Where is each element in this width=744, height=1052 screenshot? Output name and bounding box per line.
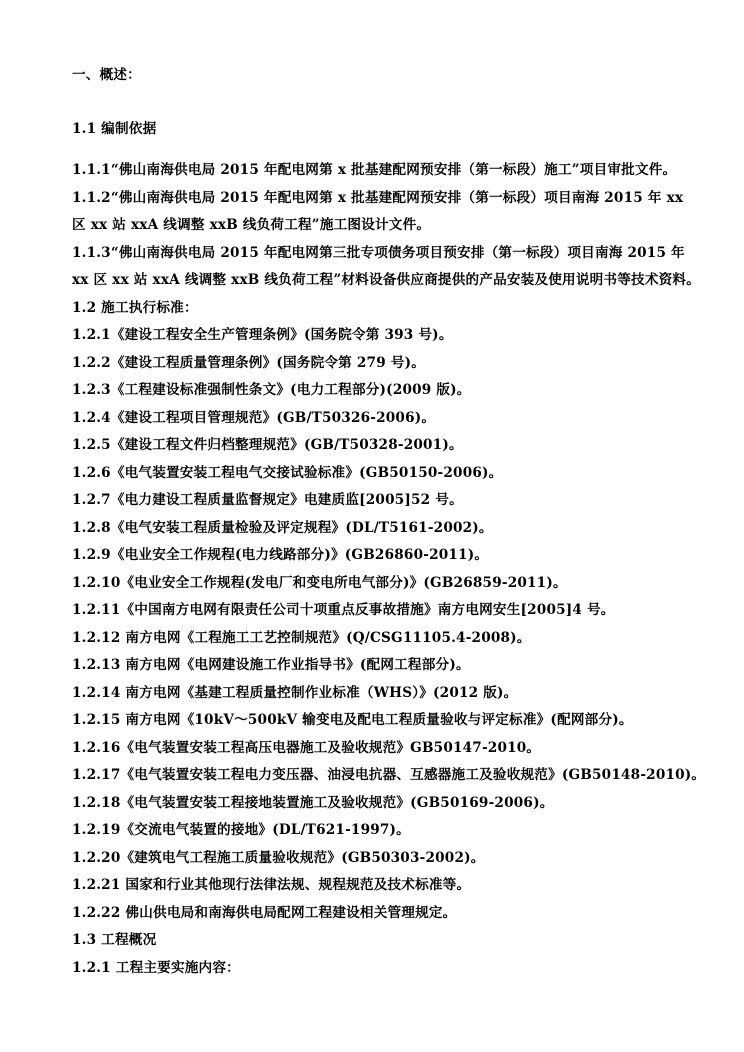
basis-item: 区 xx 站 xxA 线调整 xxB 线负荷工程”施工图设计文件。 — [72, 217, 431, 233]
standard-item: 1.2.8《电气安装工程质量检验及评定规程》(DL/T5161-2002)。 — [72, 519, 493, 536]
subsection-title: 1.3 工程概况 — [72, 932, 157, 948]
standard-item: 1.2.21 国家和行业其他现行法律法规、规程规范及技术标准等。 — [72, 877, 471, 893]
standard-item: 1.2.16《电气装置安装工程高压电器施工及验收规范》GB50147-2010。 — [72, 739, 541, 756]
standard-item: 1.2.10《电业安全工作规程(发电厂和变电所电气部分)》(GB26859-2011)。 — [72, 574, 567, 591]
standard-item: 1.2.15 南方电网《10kV～500kV 输变电及配电工程质量验收与评定标准》(配网部分)。 — [72, 712, 633, 728]
standard-item: 1.2.6《电气装置安装工程电气交接试验标准》(GB50150-2006)。 — [72, 464, 503, 481]
standard-item: 1.2.19《交流电气装置的接地》(DL/T621-1997)。 — [72, 822, 410, 838]
standard-item: 1.2.4《建设工程项目管理规范》(GB/T50326-2006)。 — [72, 409, 436, 426]
standard-item: 1.2.22 佛山供电局和南海供电局配网工程建设相关管理规定。 — [72, 904, 457, 921]
standard-item: 1.2.3《工程建设标准强制性条文》(电力工程部分)(2009 版)。 — [72, 382, 471, 398]
standard-item: 1.2.17《电气装置安装工程电力变压器、油浸电抗器、互感器施工及验收规范》(GB50148-2010)。 — [72, 767, 706, 783]
standard-item: 1.2.13 南方电网《电网建设施工作业指导书》(配网工程部分)。 — [72, 657, 470, 673]
section-heading: 一、概述： — [72, 67, 141, 83]
standard-item: 1.2.12 南方电网《工程施工工艺控制规范》(Q/CSG11105.4-2008)。 — [72, 629, 531, 646]
document-page — [72, 62, 720, 982]
subsection-title: 1.2 施工执行标准： — [72, 299, 198, 316]
basis-item: 1.1.2“佛山南海供电局 2015 年配电网第 x 批基建配网预安排（第一标段）项目南海 2015 年 xx — [72, 189, 684, 206]
standard-item: 1.2.2《建设工程质量管理条例》(国务院令第 279 号)。 — [72, 354, 426, 371]
basis-item: 1.1.3“佛山南海供电局 2015 年配电网第三批专项债务项目预安排（第一标段）项目南海 2015 年 — [72, 244, 685, 261]
standard-item: 1.2.7《电力建设工程质量监督规定》电建质监[2005]52 号。 — [72, 492, 463, 508]
content-item: 1.2.1 工程主要实施内容： — [72, 959, 240, 976]
basis-item: xx 区 xx 站 xxA 线调整 xxB 线负荷工程”材料设备供应商提供的产品安装及使用说明书等技术资料。 — [72, 272, 700, 288]
subsection-title: 1.1 编制依据 — [72, 120, 157, 137]
standard-item: 1.2.11《中国南方电网有限责任公司十项重点反事故措施》南方电网安生[2005]4 号。 — [72, 602, 615, 618]
standard-item: 1.2.5《建设工程文件归档整理规范》(GB/T50328-2001)。 — [72, 437, 463, 453]
standard-item: 1.2.14 南方电网《基建工程质量控制作业标准（WHS）》(2012 版)。 — [72, 684, 518, 701]
standard-item: 1.2.18《电气装置安装工程接地装置施工及验收规范》(GB50169-2006)。 — [72, 794, 554, 811]
standard-item: 1.2.20《建筑电气工程施工质量验收规范》(GB50303-2002)。 — [72, 849, 485, 866]
basis-item: 1.1.1“佛山南海供电局 2015 年配电网第 x 批基建配网预安排（第一标段）施工”项目审批文件。 — [72, 162, 677, 178]
standard-item: 1.2.1《建设工程安全生产管理条例》(国务院令第 393 号)。 — [72, 327, 453, 343]
standard-item: 1.2.9《电业安全工作规程(电力线路部分)》(GB26860-2011)。 — [72, 547, 489, 563]
